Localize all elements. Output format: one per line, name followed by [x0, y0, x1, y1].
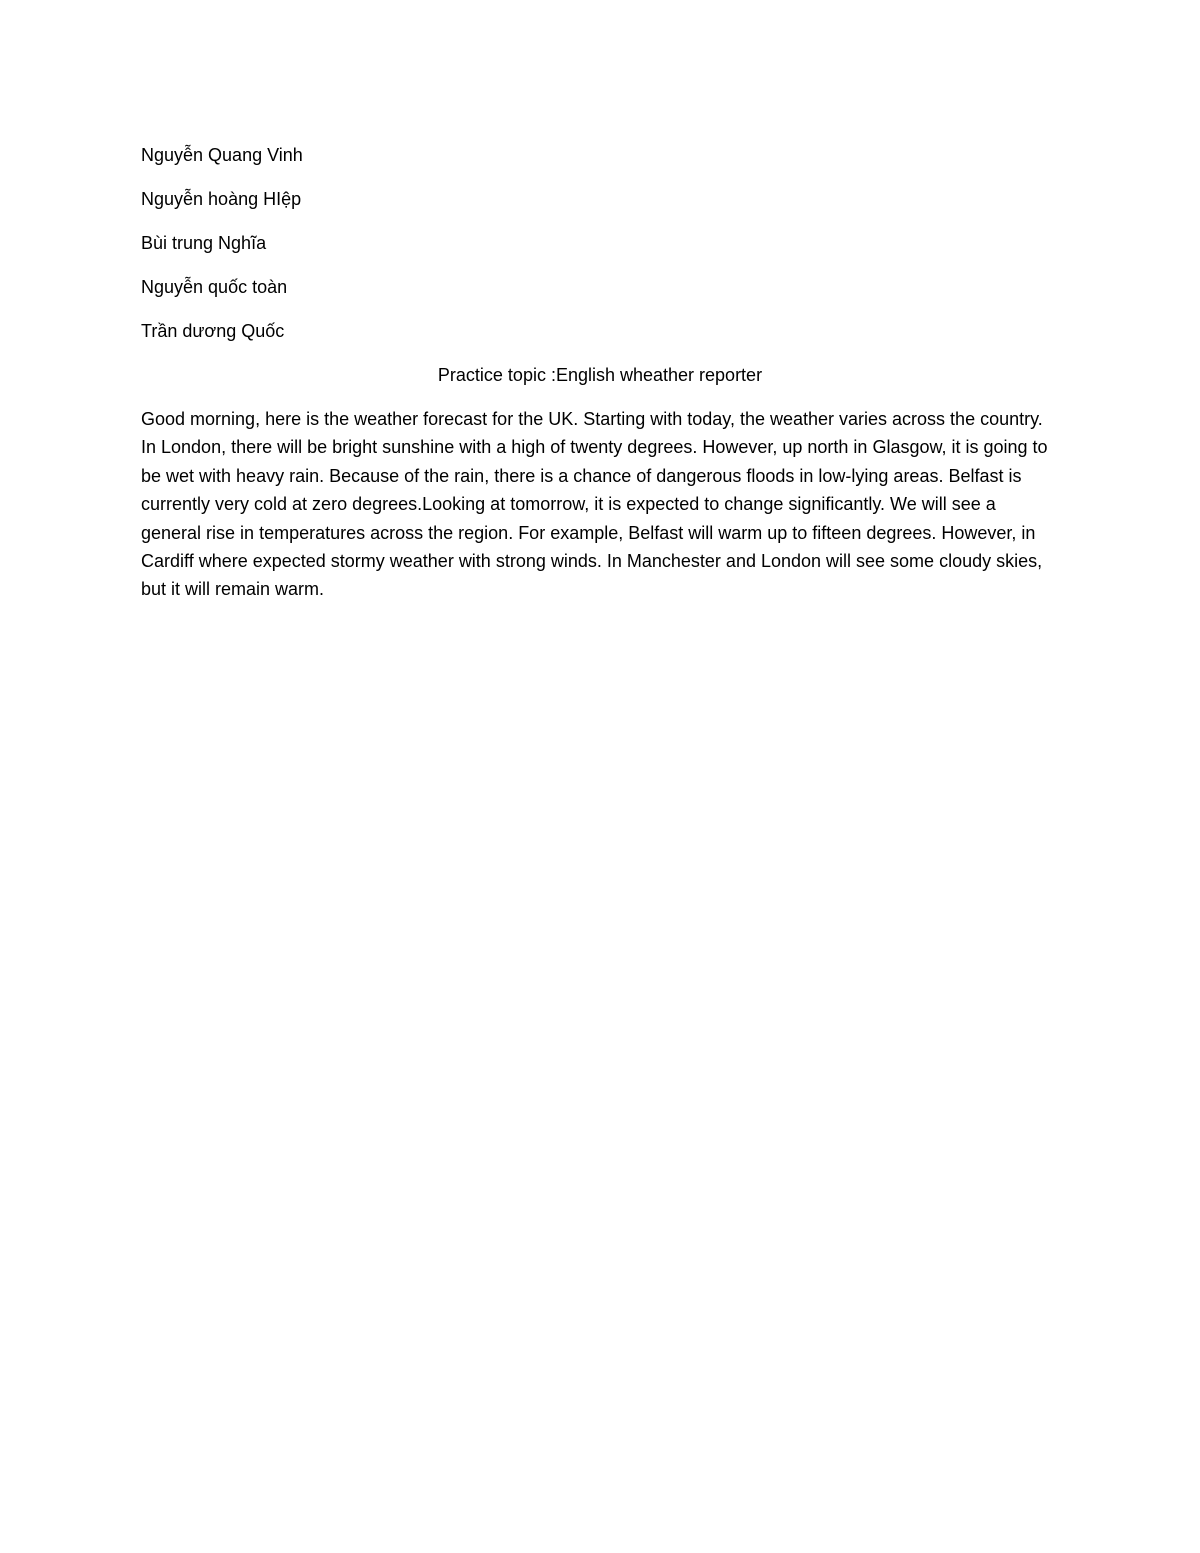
- author-name: Nguyễn hoàng HIệp: [141, 189, 302, 209]
- author-name: Trần dương Quốc: [141, 321, 285, 341]
- topic-heading: Practice topic :English wheather reporter: [437, 365, 763, 385]
- author-name: Nguyễn quốc toàn: [141, 277, 288, 297]
- author-name: Nguyễn Quang Vinh: [141, 145, 303, 165]
- author-name: Bùi trung Nghĩa: [141, 233, 267, 253]
- document-content: [141, 141, 1059, 604]
- body-paragraph: Good morning, here is the weather forecast for the UK. Starting with today, the weather varies across the country. In London, there will be bright sunshine with a high of twenty degrees. However, up north in Glasgow, it is going to be wet with heavy rain. Because of the rain, there is a chance of dangerous floods in low-lying areas. Belfast is currently very cold at zero degrees.Looking at tomorrow, it is expected to change significantly. We will see a general rise in temperatures across the region. For example, Belfast will warm up to fifteen degrees. However, in Cardiff where expected stormy weather with strong winds. In Manchester and London will see some cloudy skies, but it will remain warm.: [141, 409, 1048, 600]
